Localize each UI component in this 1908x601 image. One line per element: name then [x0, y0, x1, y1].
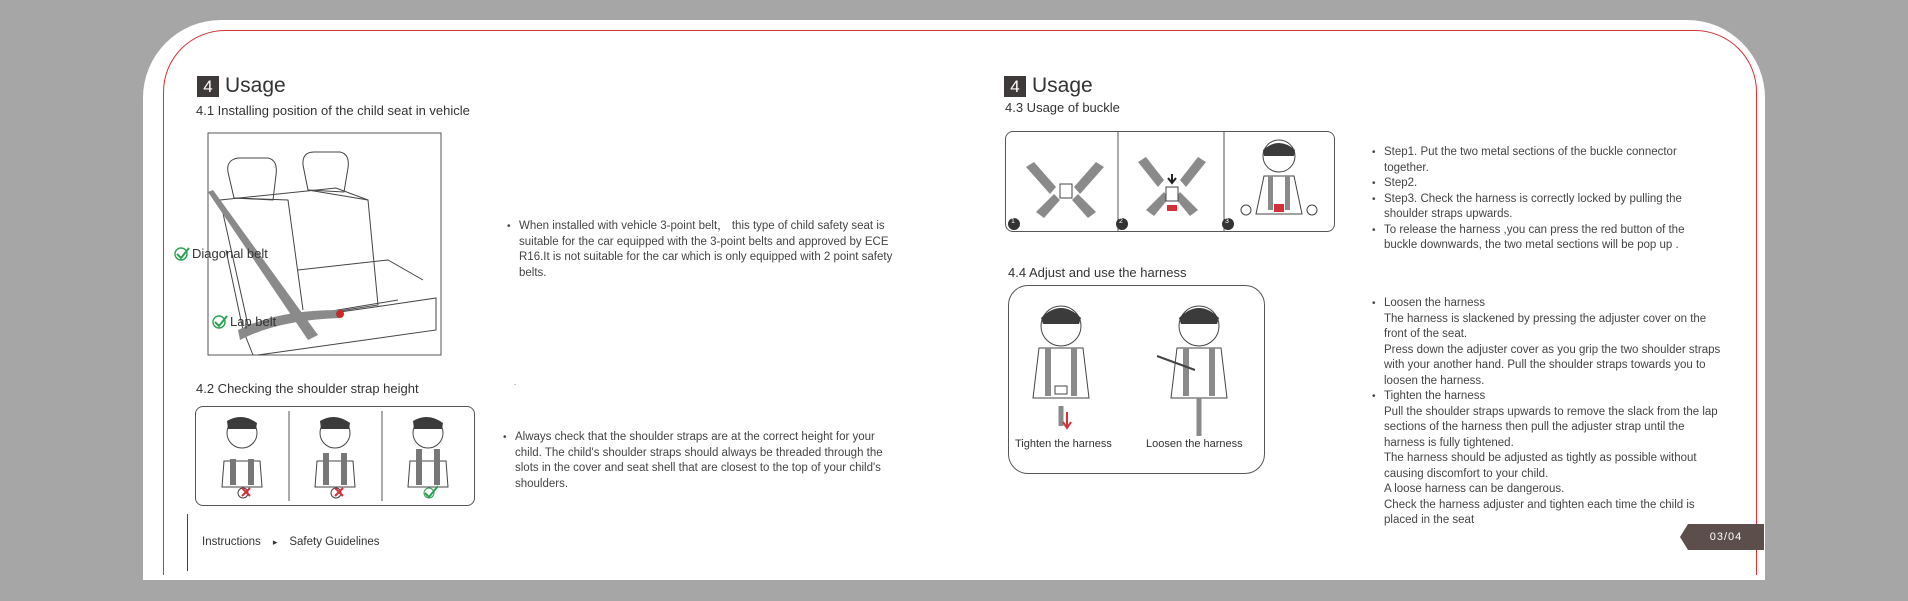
- section-title: Usage: [225, 74, 286, 97]
- strap-text: • Always check that the shoulder straps are at the correct height for your child. The child's shoulder straps should always be threaded through the slots in the cover and seat shell that are closest to the top of your child's shoulders.: [515, 430, 895, 492]
- footer-arrow-icon: ▸: [272, 536, 278, 547]
- strap-height-figure: [195, 406, 475, 506]
- buckle-illustration: [1006, 132, 1334, 231]
- check-icon: [424, 486, 438, 498]
- harness-text-list: [1370, 296, 1724, 529]
- tighten-line: A loose harness can be dangerous.: [1384, 483, 1565, 495]
- check-icon: [173, 245, 191, 263]
- right-section-header: [1004, 74, 1093, 98]
- buckle-step: • To release the harness ,you can press the red button of the buckle downwards, the two metal sections will be pop up .: [1384, 223, 1714, 254]
- loosen-title: • Loosen the harness: [1384, 297, 1486, 309]
- loosen-line: Press down the adjuster cover as you grip the two shoulder straps with your another hand. Pull the shoulder straps towards you to loosen the harness.: [1384, 343, 1721, 387]
- step-number: 3: [1225, 218, 1229, 225]
- harness-figure: [1008, 285, 1265, 474]
- tighten-line: Pull the shoulder straps upwards to remove the slack from the lap sections of the harness then pull the adjuster strap until the harness is fully tightened.: [1384, 405, 1718, 449]
- cross-icon: [331, 488, 343, 498]
- tighten-item: [1384, 389, 1724, 529]
- left-section-header: [197, 74, 286, 98]
- section-number-box: 4: [1004, 76, 1026, 97]
- car-seat-illustration: [168, 130, 448, 360]
- loosen-caption: Loosen the harness: [1146, 438, 1243, 450]
- step-number: 1: [1011, 218, 1015, 225]
- subsection-4-4-title: 4.4 Adjust and use the harness: [1008, 265, 1187, 280]
- tighten-line: Check the harness adjuster and tighten each time the child is placed in the seat: [1384, 498, 1695, 526]
- footer-breadcrumb: [202, 536, 379, 548]
- section-number-box: 4: [197, 76, 219, 97]
- install-text: • When installed with vehicle 3-point belt， this type of child safety seat is suitable for the car equipped with the 3-point belts and approved by ECE R16.It is not suitable for the car which is only equipped with 2 point safety belts.: [519, 219, 904, 281]
- diagonal-belt-label: Diagonal belt: [192, 246, 268, 261]
- footer-safety: Safety Guidelines: [289, 536, 380, 548]
- subsection-4-3-title: 4.3 Usage of buckle: [1005, 100, 1120, 115]
- page-number: 03/04: [1709, 531, 1743, 543]
- lap-belt-label: Lap belt: [230, 314, 277, 329]
- footer-instructions: Instructions: [202, 536, 261, 548]
- harness-illustration: [1009, 286, 1264, 446]
- install-text-list: [505, 219, 904, 281]
- buckle-figure: [1005, 131, 1335, 232]
- buckle-step: • Step1. Put the two metal sections of the buckle connector together.: [1384, 145, 1714, 176]
- section-title: Usage: [1032, 74, 1093, 97]
- check-icon: [211, 313, 229, 331]
- tighten-line: The harness should be adjusted as tightly as possible without causing discomfort to your child.: [1384, 452, 1697, 480]
- tighten-title: • Tighten the harness: [1384, 390, 1486, 402]
- subsection-4-2-title: 4.2 Checking the shoulder strap height: [196, 381, 419, 396]
- subsection-4-1-title: 4.1 Installing position of the child seat in vehicle: [196, 103, 470, 118]
- tighten-caption: Tighten the harness: [1015, 438, 1112, 450]
- step-number: 2: [1119, 218, 1123, 225]
- loosen-line: The harness is slackened by pressing the adjuster cover on the front of the seat.: [1384, 312, 1707, 340]
- loosen-item: [1384, 296, 1724, 389]
- strap-height-illustration: [196, 407, 474, 505]
- stray-dot: .: [514, 378, 517, 387]
- buckle-steps-list: [1370, 145, 1714, 254]
- buckle-step: • Step2.: [1384, 176, 1714, 192]
- strap-text-list: [501, 430, 895, 492]
- footer-divider: [187, 514, 188, 571]
- cross-icon: [238, 488, 250, 498]
- buckle-step: • Step3. Check the harness is correctly locked by pulling the shoulder straps upwards.: [1384, 192, 1714, 223]
